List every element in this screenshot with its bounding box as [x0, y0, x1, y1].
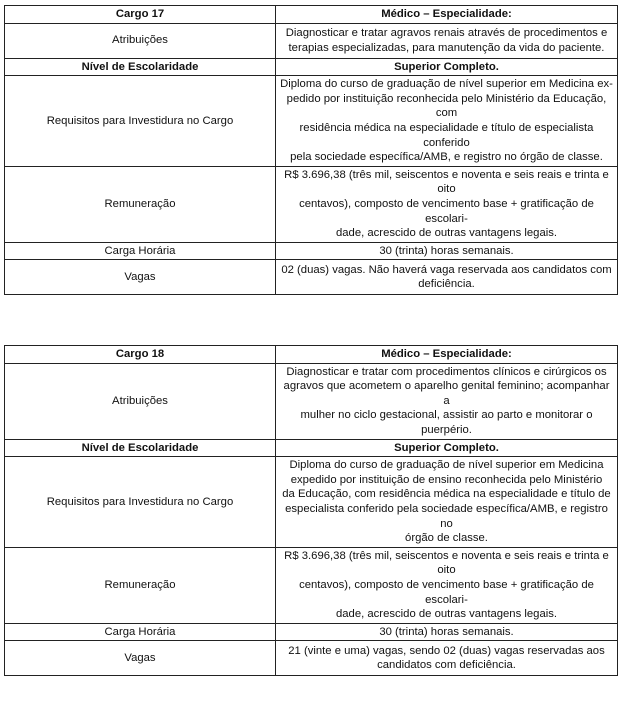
escolaridade-label: Nível de Escolaridade	[5, 58, 276, 76]
atribuicoes-value	[276, 363, 618, 439]
carga-value: 30 (trinta) horas semanais.	[276, 623, 618, 641]
vagas-value	[276, 260, 618, 295]
text-line: Diagnosticar e tratar com procedimentos clínicos e cirúrgicos os	[286, 365, 607, 378]
vagas-row	[5, 641, 618, 676]
text-line: R$ 3.696,38 (três mil, seiscentos e noventa e seis reais e trinta e oito	[284, 168, 609, 196]
carga-row	[5, 242, 618, 260]
text-line: Diploma do curso de graduação de nível superior em Medicina	[289, 459, 604, 472]
requisitos-row	[5, 457, 618, 548]
atribuicoes-value	[276, 23, 618, 58]
text-line: 02 (duas) vagas. Não haverá vaga reservada aos candidatos com	[281, 263, 612, 276]
text-line: R$ 3.696,38 (três mil, seiscentos e noventa e seis reais e trinta e oito	[284, 549, 609, 577]
cargo-title: Médico – Especialidade:	[276, 346, 618, 364]
requisitos-label: Requisitos para Investidura no Cargo	[5, 76, 276, 167]
atribuicoes-row	[5, 363, 618, 439]
text-line: 21 (vinte e uma) vagas, sendo 02 (duas) vagas reservadas aos	[288, 644, 605, 657]
text-line: centavos), composto de vencimento base + gratificação de escolari-	[299, 197, 594, 225]
text-line: pedido por instituição reconhecida pelo Ministério da Educação, com	[286, 92, 607, 120]
remuneracao-value	[276, 166, 618, 242]
remuneracao-label: Remuneração	[5, 166, 276, 242]
carga-row	[5, 623, 618, 641]
remuneracao-row	[5, 547, 618, 623]
text-line: expedido por instituição de ensino reconhecida pelo Ministério	[290, 473, 603, 486]
text-line: terapias especializadas, para manutenção da vida do paciente.	[288, 41, 605, 54]
atribuicoes-label: Atribuições	[5, 23, 276, 58]
cargo-number: Cargo 18	[5, 346, 276, 364]
text-line: agravos que acometem o aparelho genital feminino; acompanhar a	[283, 380, 610, 407]
requisitos-label: Requisitos para Investidura no Cargo	[5, 457, 276, 548]
text-line: centavos), composto de vencimento base + gratificação de escolari-	[299, 578, 594, 606]
cargo-17-table	[4, 5, 618, 295]
header-row	[5, 6, 618, 24]
remuneracao-label: Remuneração	[5, 547, 276, 623]
text-line: deficiência.	[418, 278, 475, 291]
carga-value: 30 (trinta) horas semanais.	[276, 242, 618, 260]
atribuicoes-label: Atribuições	[5, 363, 276, 439]
cargo-title: Médico – Especialidade:	[276, 6, 618, 24]
text-line: dade, acrescido de outras vantagens legais.	[335, 608, 558, 621]
escolaridade-row	[5, 58, 618, 76]
remuneracao-row	[5, 166, 618, 242]
escolaridade-row	[5, 439, 618, 457]
text-line: pela sociedade específica/AMB, e registro no órgão de classe.	[290, 151, 603, 164]
text-line: dade, acrescido de outras vantagens legais.	[335, 227, 558, 240]
vagas-value	[276, 641, 618, 676]
vagas-label: Vagas	[5, 260, 276, 295]
text-line: Diagnosticar e tratar agravos renais através de procedimentos e	[285, 27, 608, 39]
carga-label: Carga Horária	[5, 623, 276, 641]
escolaridade-label: Nível de Escolaridade	[5, 439, 276, 457]
escolaridade-value: Superior Completo.	[276, 439, 618, 457]
escolaridade-value: Superior Completo.	[276, 58, 618, 76]
vagas-label: Vagas	[5, 641, 276, 676]
atribuicoes-row	[5, 23, 618, 58]
requisitos-value	[276, 457, 618, 548]
requisitos-row	[5, 76, 618, 167]
text-line: órgão de classe.	[405, 532, 488, 545]
text-line: candidatos com deficiência.	[377, 659, 516, 672]
header-row	[5, 346, 618, 364]
text-line: mulher no ciclo gestacional, assistir ao parto e monitorar o puerpério.	[300, 409, 593, 436]
text-line: especialista conferido pela sociedade específica/AMB, e registro no	[285, 502, 608, 530]
remuneracao-value	[276, 547, 618, 623]
vagas-row	[5, 260, 618, 295]
requisitos-value	[276, 76, 618, 167]
text-line: Diploma do curso de graduação de nível superior em Medicina ex-	[280, 78, 613, 91]
cargo-number: Cargo 17	[5, 6, 276, 24]
carga-label: Carga Horária	[5, 242, 276, 260]
text-line: residência médica na especialidade e título de especialista conferido	[299, 121, 594, 149]
text-line: da Educação, com residência médica na especialidade e título de	[282, 488, 611, 501]
cargo-18-table	[4, 345, 618, 676]
